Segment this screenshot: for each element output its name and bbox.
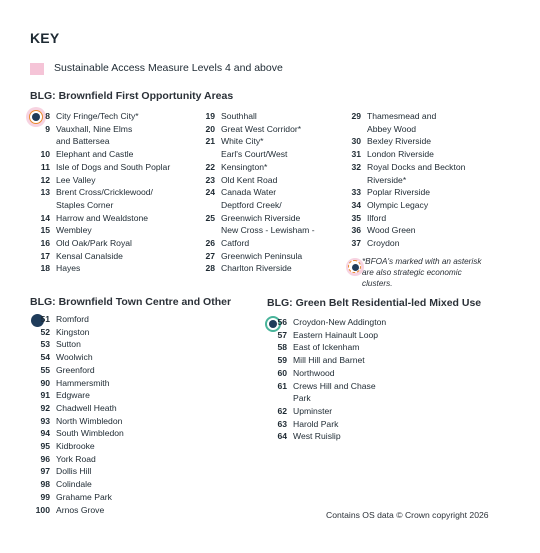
item-number: 28 [205, 263, 215, 274]
item-number [196, 148, 215, 161]
item-name: Great West Corridor* [221, 123, 302, 134]
item-name: Old Kent Road [221, 174, 278, 185]
note-marker-dot [352, 264, 359, 271]
item-number: 33 [351, 187, 361, 198]
list-item [31, 364, 211, 377]
item-name: Croydon [367, 238, 400, 249]
list-item [31, 237, 206, 250]
item-number: 36 [351, 225, 361, 236]
item-name: Mill Hill and Barnet [293, 355, 365, 366]
item-number: 64 [277, 431, 287, 442]
list-item [31, 491, 211, 504]
item-name: Canada Water [221, 187, 277, 198]
item-name: Isle of Dogs and South Poplar [56, 161, 171, 172]
list-item [31, 377, 211, 390]
item-number [31, 135, 50, 148]
green-belt-section-title: BLG: Green Belt Residential-led Mixed Use [267, 297, 482, 309]
item-name: Kidbrooke [56, 441, 95, 452]
item-number: 97 [40, 466, 50, 477]
item-number: 17 [40, 250, 50, 261]
item-name: Kensal Canalside [56, 250, 123, 261]
list-item [31, 123, 206, 136]
list-item [196, 212, 346, 225]
list-item [31, 148, 206, 161]
item-number: 54 [40, 352, 50, 363]
item-name: Royal Docks and Beckton [367, 161, 466, 172]
list-item [268, 341, 468, 354]
list-item [268, 367, 468, 380]
item-name: Greenwich Peninsula [221, 250, 303, 261]
item-name: Harrow and Wealdstone [56, 212, 149, 223]
item-name: Riverside* [367, 174, 407, 185]
item-name: Brent Cross/Cricklewood/ [56, 187, 153, 198]
item-name: Eastern Hainault Loop [293, 329, 379, 340]
list-item [342, 237, 502, 250]
item-name: Crews Hill and Chase [293, 380, 376, 391]
item-number: 19 [205, 111, 215, 121]
list-item [342, 199, 502, 212]
list-item [268, 380, 468, 393]
item-number [342, 123, 361, 136]
item-name: Ilford [367, 212, 387, 223]
item-name: Wood Green [367, 225, 416, 236]
item-name: Staples Corner [56, 199, 114, 210]
item-number: 18 [40, 263, 50, 274]
item-number: 13 [40, 187, 50, 198]
item-number: 32 [351, 161, 361, 172]
bfoa-note: *BFOA's marked with an asterisk are also strategic economic clusters. [362, 257, 482, 288]
item-name: East of Ickenham [293, 342, 360, 353]
list-item [31, 250, 206, 263]
item-number: 96 [40, 453, 50, 464]
list-item [196, 224, 346, 237]
list-item [196, 262, 346, 275]
list-item [196, 148, 346, 161]
list-item [31, 135, 206, 148]
list-item [31, 262, 206, 275]
list-item [196, 186, 346, 199]
item-name: Dollis Hill [56, 466, 92, 477]
item-name: Charlton Riverside [221, 263, 292, 274]
item-number [342, 174, 361, 187]
list-item [31, 110, 206, 123]
item-number: 51 [40, 314, 50, 324]
sam-legend-label: Sustainable Access Measure Levels 4 and above [54, 62, 283, 74]
item-number: 52 [40, 326, 50, 337]
list-item [31, 478, 211, 491]
item-number: 61 [277, 380, 287, 391]
list-item [31, 338, 211, 351]
item-name: Kingston [56, 326, 90, 337]
key-title: KEY [30, 30, 60, 46]
item-number: 14 [40, 212, 50, 223]
item-name: Woolwich [56, 352, 93, 363]
item-name: Earl's Court/West [221, 149, 288, 160]
item-name: Poplar Riverside [367, 187, 431, 198]
item-name: Park [293, 393, 311, 404]
item-number: 37 [351, 238, 361, 249]
list-item [268, 418, 468, 431]
list-item [268, 430, 468, 443]
list-item [31, 453, 211, 466]
item-name: Wembley [56, 225, 92, 236]
list-item [31, 427, 211, 440]
list-item [31, 402, 211, 415]
item-number: 56 [277, 317, 287, 327]
item-number: 26 [205, 238, 215, 249]
item-number: 99 [40, 491, 50, 502]
list-item [342, 110, 502, 123]
item-number: 21 [205, 136, 215, 147]
item-name: and Battersea [56, 136, 110, 147]
item-name: Chadwell Heath [56, 402, 117, 413]
item-name: Edgware [56, 390, 90, 401]
item-name: North Wimbledon [56, 415, 123, 426]
item-number: 9 [45, 123, 50, 134]
list-item [31, 161, 206, 174]
list-item [268, 354, 468, 367]
item-name: Vauxhall, Nine Elms [56, 123, 133, 134]
list-item [31, 313, 211, 326]
item-number: 12 [40, 174, 50, 185]
list-item [196, 174, 346, 187]
item-number: 57 [277, 329, 287, 340]
item-number: 90 [40, 377, 50, 388]
item-number: 91 [40, 390, 50, 401]
item-name: Romford [56, 314, 89, 324]
list-item [342, 174, 502, 187]
item-number: 8 [45, 111, 50, 121]
sam-legend-swatch [30, 63, 44, 75]
list-item [31, 224, 206, 237]
item-number: 22 [205, 161, 215, 172]
item-number [196, 224, 215, 237]
item-number: 29 [351, 111, 361, 121]
item-name: Northwood [293, 367, 335, 378]
item-name: Bexley Riverside [367, 136, 431, 147]
list-item [342, 148, 502, 161]
list-item [31, 389, 211, 402]
list-item [31, 174, 206, 187]
list-item [268, 392, 468, 405]
item-number: 35 [351, 212, 361, 223]
item-name: Croydon-New Addington [293, 317, 387, 327]
item-name: London Riverside [367, 149, 434, 160]
item-number: 24 [205, 187, 215, 198]
list-item [342, 224, 502, 237]
item-number: 98 [40, 479, 50, 490]
item-name: Upminster [293, 405, 333, 416]
item-name: Greenwich Riverside [221, 212, 301, 223]
item-number: 55 [40, 364, 50, 375]
list-item [31, 415, 211, 428]
list-item [342, 123, 502, 136]
item-number: 62 [277, 405, 287, 416]
item-number: 94 [40, 428, 50, 439]
item-number: 92 [40, 402, 50, 413]
list-item [342, 186, 502, 199]
list-item [342, 135, 502, 148]
town-centre-list [31, 313, 211, 516]
list-item [31, 465, 211, 478]
bfoa-list-col1 [31, 110, 206, 275]
green-belt-list [268, 316, 468, 443]
item-name: West Ruislip [293, 431, 341, 442]
list-item [268, 316, 468, 329]
item-name: Elephant and Castle [56, 149, 134, 160]
item-name: White City* [221, 136, 264, 147]
item-number: 27 [205, 250, 215, 261]
list-item [196, 199, 346, 212]
list-item [31, 504, 211, 517]
item-number: 93 [40, 415, 50, 426]
copyright-credit: Contains OS data © Crown copyright 2026 [326, 510, 489, 520]
list-item [31, 199, 206, 212]
item-name: Abbey Wood [367, 123, 417, 134]
item-number: 31 [351, 149, 361, 160]
list-item [196, 123, 346, 136]
item-name: Catford [221, 238, 250, 249]
list-item [31, 326, 211, 339]
item-name: Lee Valley [56, 174, 96, 185]
list-item [31, 186, 206, 199]
item-number: 23 [205, 174, 215, 185]
item-number: 63 [277, 418, 287, 429]
list-item [31, 440, 211, 453]
item-number: 59 [277, 355, 287, 366]
item-name: Hammersmith [56, 377, 110, 388]
list-item [268, 405, 468, 418]
item-name: South Wimbledon [56, 428, 124, 439]
item-number: 60 [277, 367, 287, 378]
item-name: Harold Park [293, 418, 339, 429]
item-number: 58 [277, 342, 287, 353]
item-number [268, 392, 287, 405]
item-number: 53 [40, 339, 50, 350]
item-name: Deptford Creek/ [221, 199, 282, 210]
item-name: Hayes [56, 263, 81, 274]
item-number: 15 [40, 225, 50, 236]
list-item [342, 212, 502, 225]
list-item [31, 212, 206, 225]
item-name: Thamesmead and [367, 111, 437, 121]
list-item [196, 237, 346, 250]
item-name: New Cross - Lewisham - [221, 225, 315, 236]
item-number: 34 [351, 199, 361, 210]
item-number [196, 199, 215, 212]
list-item [196, 161, 346, 174]
item-number [31, 199, 50, 212]
bfoa-list-col2 [196, 110, 346, 275]
bfoa-section-title: BLG: Brownfield First Opportunity Areas [30, 90, 234, 102]
item-number: 100 [35, 504, 50, 515]
item-name: City Fringe/Tech City* [56, 111, 139, 121]
item-name: Greenford [56, 364, 95, 375]
item-name: Colindale [56, 479, 92, 490]
item-number: 16 [40, 238, 50, 249]
item-number: 10 [40, 149, 50, 160]
list-item [196, 135, 346, 148]
item-number: 95 [40, 441, 50, 452]
item-name: Grahame Park [56, 491, 112, 502]
list-item [196, 250, 346, 263]
item-name: Southhall [221, 111, 257, 121]
item-name: Kensington* [221, 161, 268, 172]
item-number: 20 [205, 123, 215, 134]
town-centre-section-title: BLG: Brownfield Town Centre and Other [30, 296, 232, 308]
bfoa-list-col3 [342, 110, 502, 250]
item-name: Olympic Legacy [367, 199, 429, 210]
item-name: York Road [56, 453, 96, 464]
item-name: Arnos Grove [56, 504, 105, 515]
item-name: Old Oak/Park Royal [56, 238, 132, 249]
list-item [268, 329, 468, 342]
item-number: 30 [351, 136, 361, 147]
item-name: Sutton [56, 339, 81, 350]
list-item [31, 351, 211, 364]
item-number: 11 [40, 161, 50, 172]
list-item [196, 110, 346, 123]
list-item [342, 161, 502, 174]
item-number: 25 [205, 212, 215, 223]
